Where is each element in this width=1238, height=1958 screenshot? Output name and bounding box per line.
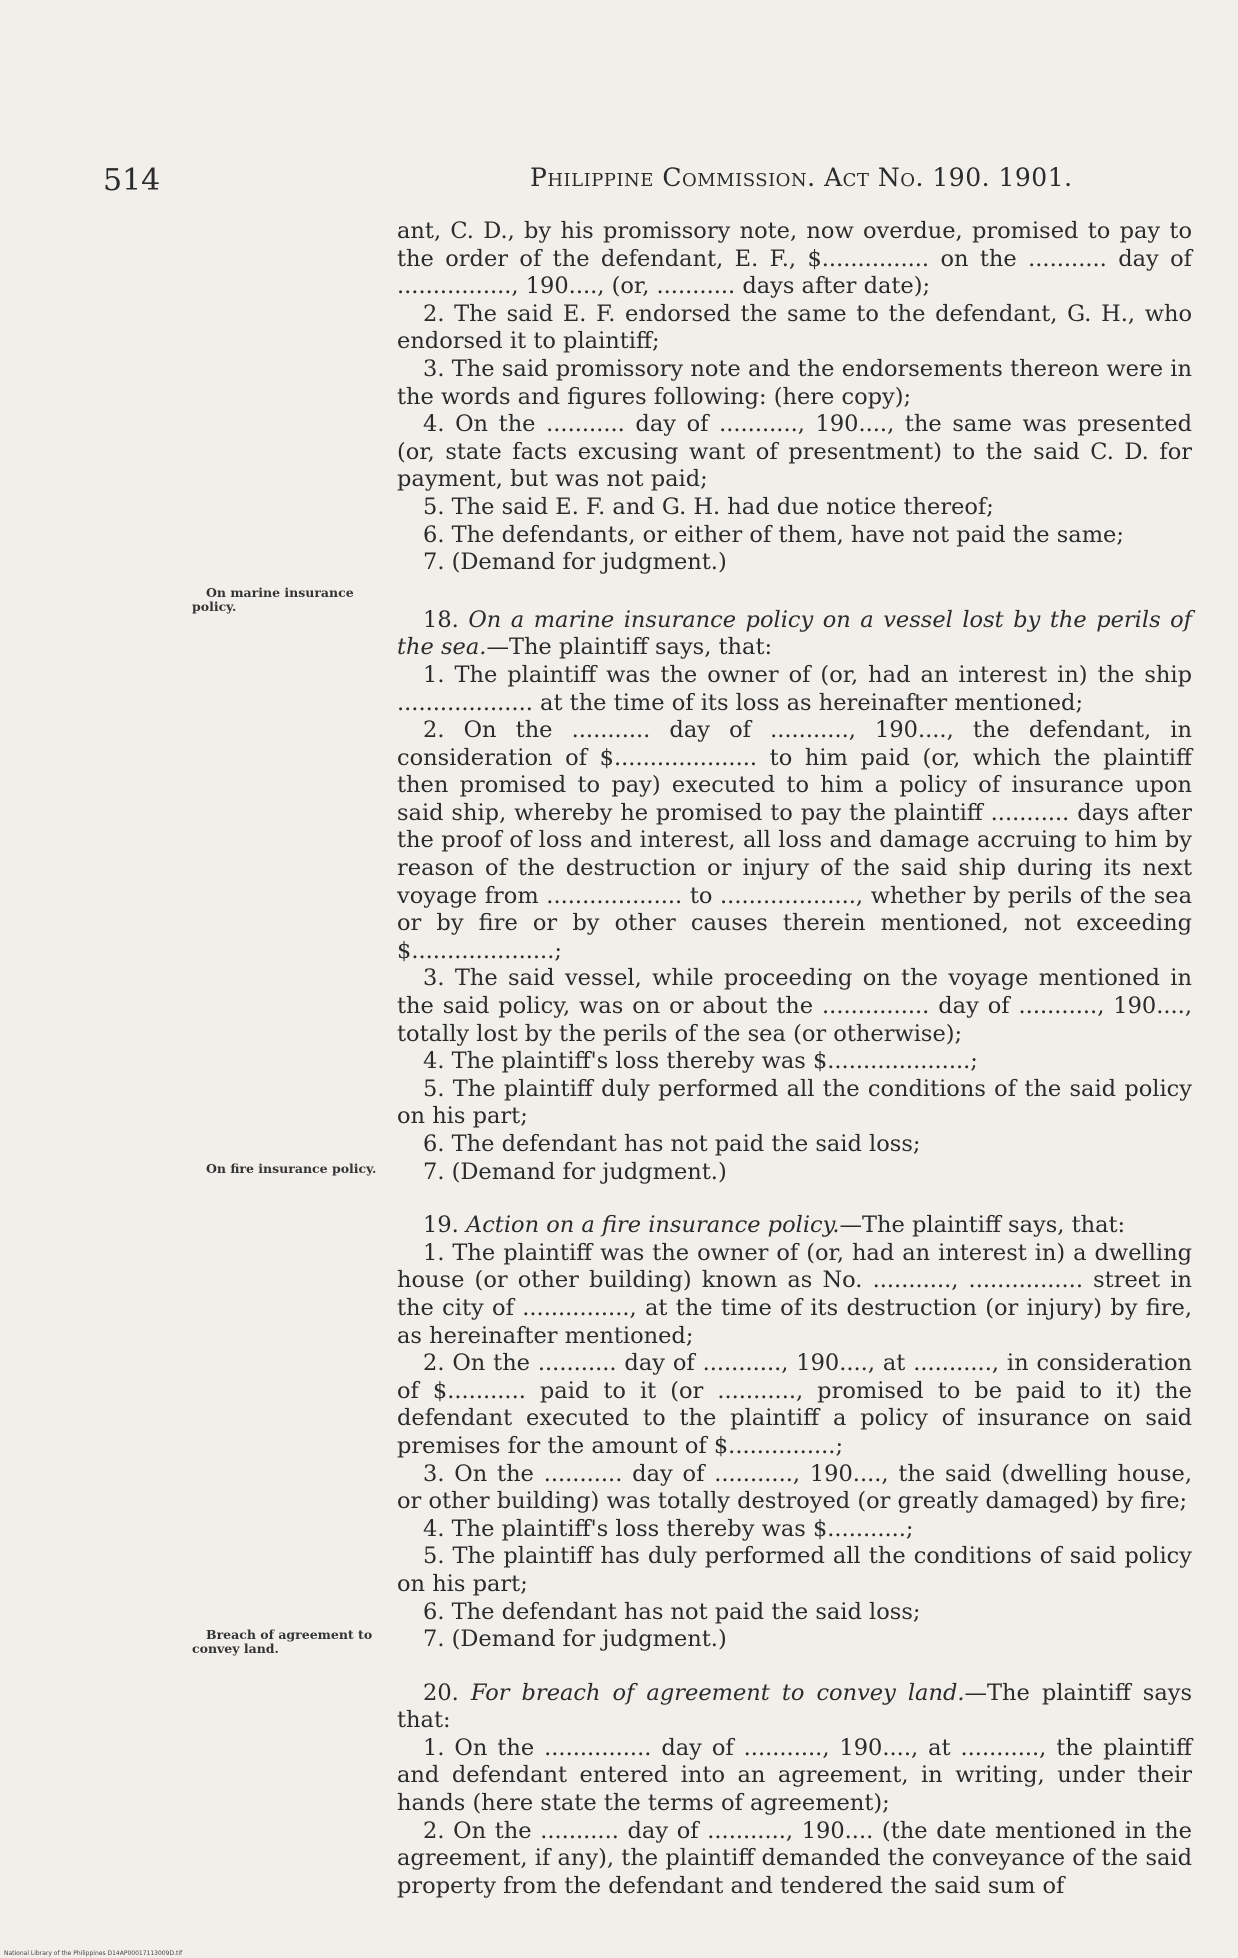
section-19-heading bbox=[397, 1212, 1192, 1240]
section-20-heading bbox=[397, 1680, 1192, 1735]
section-18-heading bbox=[397, 607, 1192, 662]
section-number: 19. bbox=[423, 1212, 459, 1239]
intro-para: 4. On the ........... day of ..........., 190...., the same was presented (or, state facts excusing want of presentment) to the said C. D. for payment, but was not paid; bbox=[397, 411, 1192, 493]
section-lead: —The plaintiff says that: bbox=[397, 1679, 1192, 1734]
intro-para: ant, C. D., by his promissory note, now overdue, promised to pay to the order of the defendant, E. F., $............... on the ........... day of ................, 190...., (or, ........... days after date); bbox=[397, 218, 1192, 300]
section-title: Action on a fire insurance policy. bbox=[465, 1212, 840, 1239]
intro-para: 3. The said promissory note and the endorsements thereon were in the words and figures following: (here copy); bbox=[397, 355, 1192, 410]
section-18-para: 2. On the ........... day of ..........., 190...., the defendant, in consideration of $.................... to him paid (or, which the plaintiff then promised to pay) executed to him a policy of insurance upon said ship, whereby he promised to pay the plaintiff ........... days after the proof of loss and interest, all loss and damage accruing to him by reason of the destruction or injury of the said ship during its next voyage from ................... to ..................., whether by perils of the sea or by fire or by other causes therein mentioned, not exceeding $....................; bbox=[397, 717, 1192, 964]
section-18-para: 1. The plaintiff was the owner of (or, had an interest in) the ship ................... at the time of its loss as hereinafter mentioned; bbox=[397, 661, 1192, 716]
section-19-para: 5. The plaintiff has duly performed all the conditions of said policy on his part; bbox=[397, 1543, 1192, 1597]
body-text bbox=[397, 218, 1192, 1900]
section-19-para: 6. The defendant has not paid the said loss; bbox=[423, 1598, 921, 1625]
section-18-para: 5. The plaintiff duly performed all the conditions of the said policy on his part; bbox=[397, 1075, 1192, 1130]
scan-footer: National Library of the Philippines D14AP00017113009D.tif bbox=[4, 1950, 183, 1957]
section-20-para: 2. On the ........... day of ..........., 190.... (the date mentioned in the agreement, if any), the plaintiff demanded the conveyance of the said property from the defendant and tendered the said sum of bbox=[397, 1817, 1192, 1899]
section-19-para: 7. (Demand for judgment.) bbox=[423, 1626, 727, 1653]
section-18-para: 7. (Demand for judgment.) bbox=[423, 1158, 727, 1185]
section-lead: —The plaintiff says, that: bbox=[839, 1212, 1126, 1239]
section-20-para: 1. On the ............... day of ..........., 190...., at ..........., the plaintiff and defendant entered into an agreement, in writing, under their hands (here state the terms of agreement); bbox=[397, 1734, 1192, 1817]
intro-para: 6. The defendants, or either of them, have not paid the same; bbox=[423, 521, 1124, 548]
margin-note-18: On marine insurance policy. bbox=[192, 585, 354, 614]
section-19-para: 1. The plaintiff was the owner of (or, had an interest in) a dwelling house (or other building) known as No. ..........., ................ street in the city of ..............., at the time of its destruction (or injury) by fire, as hereinafter mentioned; bbox=[397, 1239, 1192, 1349]
section-18-para: 6. The defendant has not paid the said loss; bbox=[423, 1131, 921, 1157]
running-head: Philippine Commission. Act No. 190. 1901. bbox=[530, 163, 1073, 192]
section-title: For breach of agreement to convey land. bbox=[470, 1679, 965, 1706]
page-number: 514 bbox=[103, 163, 161, 198]
intro-para: 5. The said E. F. and G. H. had due notice thereof; bbox=[423, 493, 994, 520]
section-number: 20. bbox=[423, 1679, 459, 1706]
margin-note-20: Breach of agreement to convey land. bbox=[192, 1627, 373, 1656]
section-18-para: 4. The plaintiff's loss thereby was $....................; bbox=[423, 1048, 978, 1075]
section-19-para: 3. On the ........... day of ..........., 190...., the said (dwelling house, or other building) was totally destroyed (or greatly damaged) by fire; bbox=[397, 1460, 1192, 1515]
section-18-para: 3. The said vessel, while proceeding on the voyage mentioned in the said policy, was on or about the ............... day of ..........., 190...., totally lost by the perils of the sea (or otherwise); bbox=[397, 965, 1192, 1047]
section-title: On a marine insurance policy on a vessel lost by the perils of the sea. bbox=[397, 606, 1193, 661]
section-19-para: 4. The plaintiff's loss thereby was $...........; bbox=[423, 1515, 914, 1542]
section-lead: —The plaintiff says, that: bbox=[486, 634, 773, 661]
intro-para: 7. (Demand for judgment.) bbox=[423, 549, 727, 576]
intro-para: 2. The said E. F. endorsed the same to the defendant, G. H., who endorsed it to plaintiff; bbox=[397, 300, 1192, 355]
section-number: 18. bbox=[423, 606, 459, 633]
section-19-para: 2. On the ........... day of ..........., 190...., at ..........., in consideration of $........... paid to it (or ..........., promised to be paid to it) the defendant executed to the plaintiff a policy of insurance on said premises for the amount of $...............; bbox=[397, 1350, 1192, 1459]
margin-note-19: On fire insurance policy. bbox=[206, 1161, 377, 1176]
